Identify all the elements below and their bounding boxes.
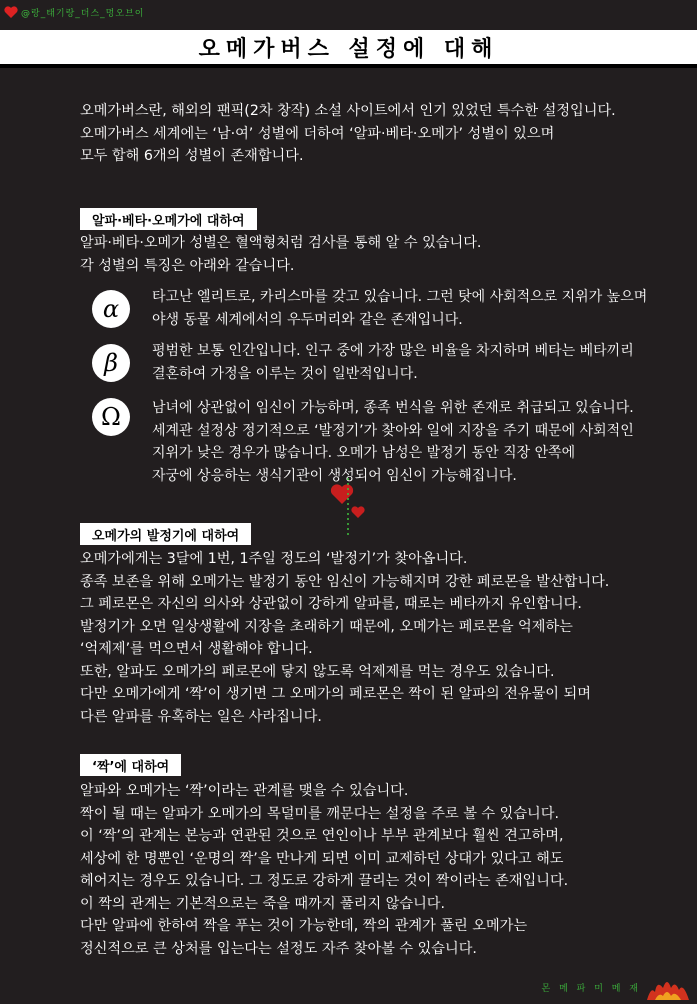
section-label-abo: 알파·베타·오메가에 대하여 (80, 208, 257, 230)
mate-line: 이 ‘짝’의 관계는 본능과 연관된 것으로 연인이나 부부 관계보다 훨씬 견고하며, (80, 828, 564, 844)
heart-icon (3, 4, 19, 20)
heat-line: ‘억제제’를 먹으면서 생활해야 합니다. (80, 641, 313, 657)
omega-description (152, 397, 634, 487)
watermark-bottom-text: 몬 메 파 미 메 재 (541, 983, 641, 994)
omega-line: 지위가 낮은 경우가 많습니다. 오메가 남성은 발정기 동안 직장 안쪽에 (152, 445, 576, 461)
omega-line: 남녀에 상관없이 임신이 가능하며, 종족 번식을 위한 존재로 취급되고 있습니다. (152, 400, 634, 416)
abo-paragraph (80, 232, 481, 277)
intro-line: 오메가버스란, 해외의 팬픽(2차 창작) 소설 사이트에서 인기 있었던 특수한 설정입니다. (80, 103, 616, 119)
mate-line: 정신적으로 큰 상처를 입는다는 설정도 자주 찾아볼 수 있습니다. (80, 940, 477, 957)
section-label-heat: 오메가의 발정기에 대하여 (80, 523, 251, 545)
beta-symbol: β (92, 344, 130, 382)
alpha-symbol: α (92, 290, 130, 328)
beta-line: 결혼하여 가정을 이루는 것이 일반적입니다. (152, 365, 418, 382)
intro-line: 오메가버스 세계에는 ‘남·여’ 성별에 더하여 ‘알파·베타·오메가’ 성별이 있으며 (80, 125, 555, 142)
alpha-description (152, 286, 647, 331)
beta-description (152, 340, 634, 385)
hearts-decoration-icon (326, 478, 376, 538)
heat-line: 오메가에게는 3달에 1번, 1주일 정도의 ‘발정기’가 찾아옵니다. (80, 551, 468, 567)
abo-line: 알파·베타·오메가 성별은 혈액형처럼 검사를 통해 알 수 있습니다. (80, 235, 482, 251)
beta-line: 평범한 보통 인간입니다. 인구 중에 가장 많은 비율을 차지하며 베타는 베타끼리 (152, 343, 634, 359)
flame-icon (645, 974, 691, 1000)
omega-line: 자궁에 상응하는 생식기관이 생성되어 임신이 가능해집니다. (152, 467, 517, 484)
mate-line: 세상에 한 명뿐인 ‘운명의 짝’을 만나게 되면 이미 교제하던 상대가 있다고 해도 (80, 850, 564, 867)
alpha-line: 타고난 엘리트로, 카리스마를 갖고 있습니다. 그런 탓에 사회적으로 지위가 높으며 (152, 289, 648, 305)
watermark-bottom (542, 974, 691, 1000)
heat-paragraph (80, 548, 609, 728)
intro-paragraph (80, 100, 616, 168)
mate-line: 헤어지는 경우도 있습니다. 그 정도로 강하게 끌리는 것이 짝이라는 존재입니다. (80, 873, 569, 889)
alpha-line: 야생 동물 세계에서의 우두머리와 같은 존재입니다. (152, 311, 463, 328)
intro-line: 모두 합해 6개의 성별이 존재합니다. (80, 148, 304, 164)
section-label-mate: ‘짝’에 대하여 (80, 754, 181, 776)
heat-line: 종족 보존을 위해 오메가는 발정기 동안 임신이 가능해지며 강한 페로몬을 발산합니다. (80, 573, 610, 590)
page-title: 오메가버스 설정에 대해 (0, 30, 697, 68)
heat-line: 그 페로몬은 자신의 의사와 상관없이 강하게 알파를, 때로는 베타까지 유인합니다. (80, 596, 582, 612)
omega-symbol: Ω (92, 398, 130, 436)
heat-line: 다른 알파를 유혹하는 일은 사라집니다. (80, 708, 322, 725)
heat-line: 다만 오메가에게 ‘짝’이 생기면 그 오메가의 페로몬은 짝이 된 알파의 전유물이 되며 (80, 686, 591, 702)
mate-line: 알파와 오메가는 ‘짝’이라는 관계를 맺을 수 있습니다. (80, 783, 409, 799)
mate-line: 짝이 될 때는 알파가 오메가의 목덜미를 깨문다는 설정을 주로 볼 수 있습니다. (80, 805, 559, 822)
omega-line: 세계관 설정상 정기적으로 ‘발정기’가 찾아와 일에 지장을 주기 때문에 사회적인 (152, 422, 634, 439)
mate-line: 다만 알파에 한하여 짝을 푸는 것이 가능한데, 짝의 관계가 풀린 오메가는 (80, 918, 528, 934)
mate-paragraph (80, 780, 568, 960)
mate-line: 이 짝의 관계는 기본적으로는 죽을 때까지 풀리지 않습니다. (80, 895, 446, 912)
watermark-top-text: @랑_태기랑_더스_멍오브이 (21, 8, 145, 19)
heat-line: 발정기가 오면 일상생활에 지장을 초래하기 때문에, 오메가는 페로몬을 억제하는 (80, 618, 573, 635)
abo-line: 각 성별의 특징은 아래와 같습니다. (80, 257, 295, 274)
heat-line: 또한, 알파도 오메가의 페로몬에 닿지 않도록 억제제를 먹는 경우도 있습니다. (80, 663, 555, 680)
watermark-top (0, 0, 200, 24)
